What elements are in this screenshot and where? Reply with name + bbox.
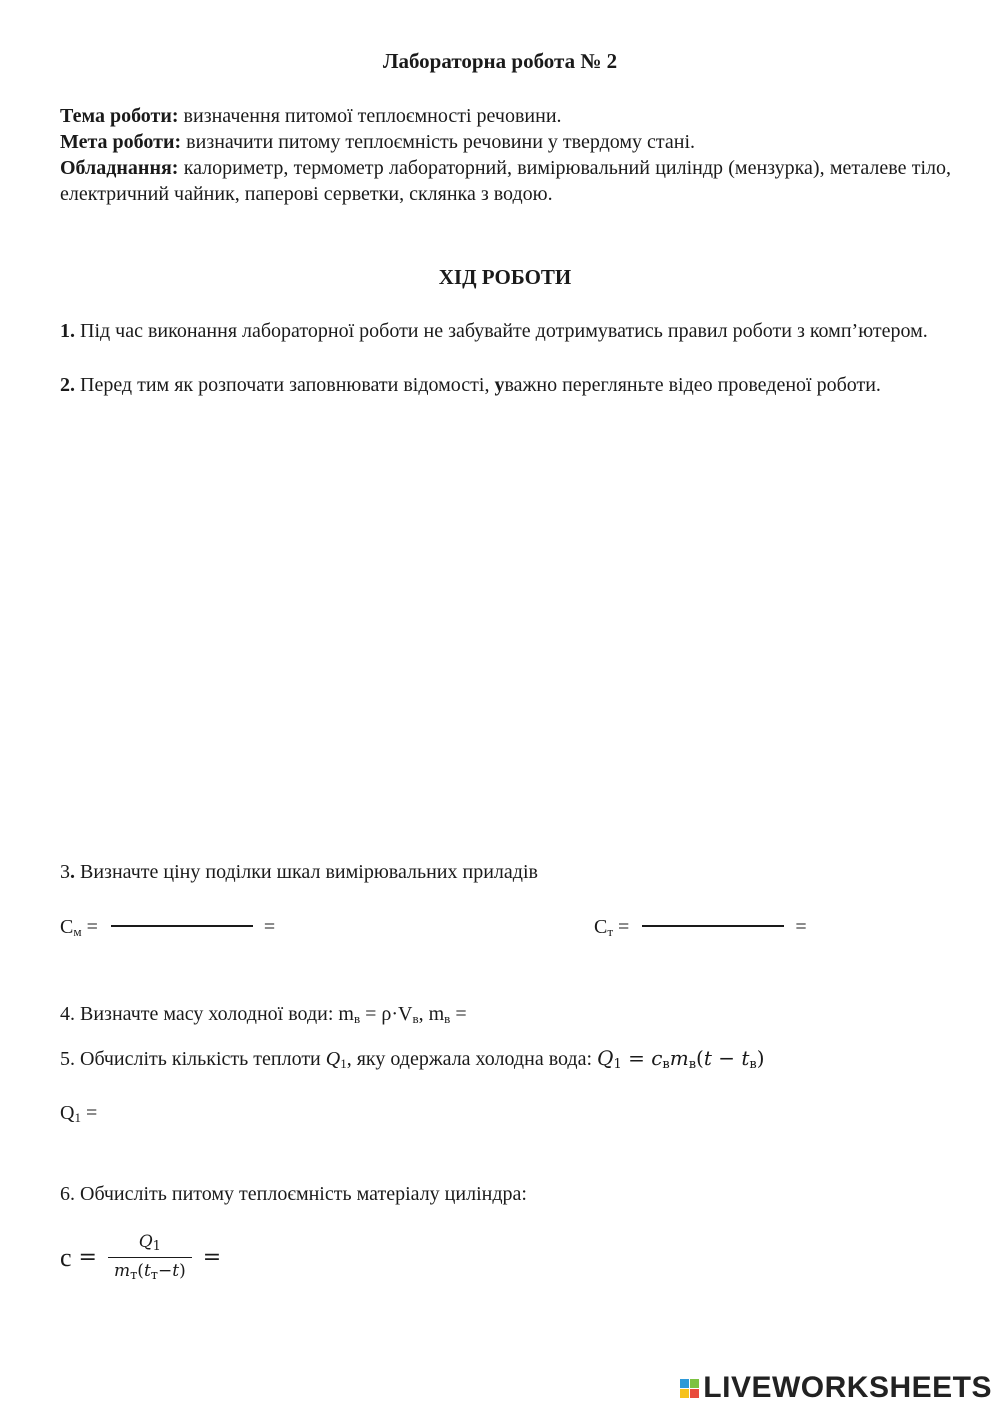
step-2-text-b: важно перегляньте відео проведеної роботи. — [504, 374, 881, 396]
step-3-text: Визначте ціну поділки шкал вимірювальних приладів — [75, 861, 538, 883]
formula-q1-lhs-sub: 1 — [613, 1057, 622, 1072]
formula-c-eq-end: = — [195, 1245, 222, 1270]
logo-cubes-icon — [680, 1379, 699, 1398]
formula-c-den-t2: t — [172, 1261, 180, 1281]
equipment-label: Обладнання: — [60, 157, 179, 179]
formula-q1-eq: = — [621, 1046, 652, 1070]
formula-q1-paren-close: ) — [756, 1046, 765, 1070]
page-title: Лабораторна робота № 2 — [382, 49, 618, 73]
q1-field — [60, 1100, 97, 1131]
logo-cube-2 — [690, 1379, 699, 1388]
step-2-number: 2. — [60, 374, 75, 396]
ct-eq-end: = — [795, 916, 807, 938]
cm-label-sub: м — [73, 924, 82, 939]
step-4-end: = — [450, 1003, 467, 1025]
formula-q1-c: c — [651, 1046, 663, 1070]
step-5-q: Q — [325, 1048, 341, 1070]
logo-text: LIVEWORKSHEETS — [703, 1371, 992, 1404]
formula-q1-t: t — [703, 1046, 712, 1070]
ct-eq: = — [613, 916, 635, 938]
step-5-q-sub: 1 — [340, 1056, 347, 1071]
step-2-text-a: Перед тим як розпочати заповнювати відомості, — [75, 374, 495, 396]
step-2 — [60, 372, 951, 398]
formula-q1-c-sub: в — [662, 1057, 670, 1072]
q1-eq: = — [80, 1102, 98, 1124]
equipment-line — [60, 155, 951, 207]
step-3 — [60, 859, 538, 885]
step-1-number: 1. — [60, 320, 75, 342]
step-4-sub-1: в — [353, 1011, 361, 1026]
cm-field — [60, 914, 275, 945]
step-1 — [60, 318, 951, 344]
liveworksheets-logo — [680, 1369, 992, 1407]
topic-line — [60, 103, 951, 129]
formula-c-den-m: m — [113, 1261, 131, 1281]
formula-c-num-sub: 1 — [152, 1239, 161, 1254]
formula-c-lhs: c — [60, 1242, 72, 1272]
step-4-mid-2: , m — [418, 1003, 445, 1025]
ct-field — [594, 914, 807, 945]
formula-q1-m-sub: в — [688, 1057, 697, 1072]
formula-c-den-open: ( — [137, 1261, 144, 1281]
step-2-bold-letter: у — [494, 374, 505, 396]
step-6: 6. Обчисліть питому теплоємність матеріалу циліндра: — [60, 1183, 527, 1205]
formula-q1-t2: t — [741, 1046, 750, 1070]
logo-cube-3 — [680, 1389, 689, 1398]
cm-fraction-blank[interactable] — [111, 925, 253, 927]
step-4-sub-3: в — [444, 1011, 451, 1026]
step-4-mid: = ρ·V — [360, 1003, 413, 1025]
cm-eq-end: = — [263, 916, 276, 938]
formula-q1-minus: − — [711, 1046, 742, 1070]
formula-q1-lhs: Q — [597, 1046, 614, 1070]
step-4-text: 4. Визначте масу холодної води: m — [60, 1003, 354, 1025]
formula-c-den-m-sub: т — [130, 1268, 138, 1283]
step-1-text: Під час виконання лабораторної роботи не забувайте дотримуватись правил роботи з комп’ютером. — [75, 320, 928, 342]
formula-c-den-minus: − — [157, 1261, 173, 1281]
step-4-sub-2: в — [412, 1011, 419, 1026]
formula-c-den-t: t — [143, 1261, 151, 1281]
equipment-text: калориметр, термометр лабораторний, вимірювальний циліндр (мензурка), металеве тіло, електричний чайник, паперові серветки, склянка з водою. — [60, 157, 951, 205]
formula-q1 — [597, 1046, 765, 1070]
formula-c-fraction — [108, 1232, 192, 1283]
formula-q1-t2-sub: в — [749, 1057, 757, 1072]
formula-q1-m: m — [669, 1046, 689, 1070]
goal-text: визначити питому теплоємність речовини у твердому стані. — [181, 131, 696, 153]
formula-c-den-close: ) — [179, 1261, 186, 1281]
formula-c-num-q: Q — [138, 1232, 153, 1252]
logo-cube-4 — [690, 1389, 699, 1398]
step-5-text-2: , яку одержала холодна вода: — [346, 1048, 598, 1070]
step-4 — [60, 1001, 467, 1032]
logo-cube-1 — [680, 1379, 689, 1388]
formula-c-numerator — [108, 1232, 192, 1258]
q1-label: Q — [60, 1102, 75, 1124]
step-3-number: 3 — [60, 861, 70, 883]
topic-label: Тема роботи: — [60, 105, 179, 127]
step-3-dot: . — [70, 861, 75, 883]
ct-label-sub: т — [607, 924, 614, 939]
formula-q1-paren-open: ( — [696, 1046, 704, 1070]
topic-text: визначення питомої теплоємності речовини. — [178, 105, 562, 127]
section-heading: ХІД РОБОТИ — [438, 265, 572, 289]
formula-c-den-t-sub: т — [150, 1268, 158, 1283]
q1-label-sub: 1 — [74, 1110, 81, 1125]
cm-label: C — [60, 916, 74, 938]
step-5 — [60, 1045, 765, 1078]
step-5-text: 5. Обчисліть кількість теплоти — [60, 1048, 326, 1070]
cm-eq: = — [81, 916, 103, 938]
goal-line — [60, 129, 951, 155]
ct-label: C — [594, 916, 608, 938]
formula-c-denominator — [108, 1258, 192, 1283]
goal-label: Мета роботи: — [60, 131, 182, 153]
formula-c-eq: = — [71, 1245, 104, 1270]
formula-c — [60, 1232, 221, 1283]
ct-fraction-blank[interactable] — [642, 925, 784, 927]
